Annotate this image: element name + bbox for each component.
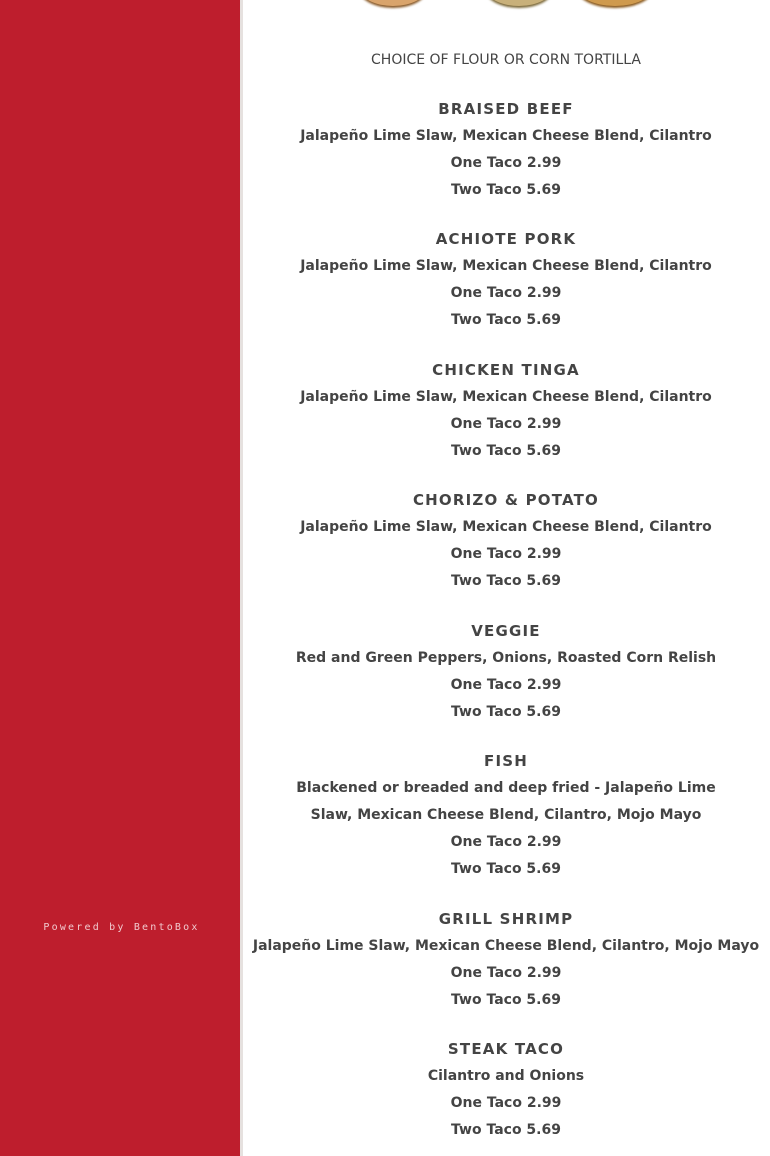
menu-item xyxy=(246,1036,766,1144)
menu-item xyxy=(246,487,766,595)
price-one-taco: One Taco 2.99 xyxy=(450,416,562,432)
item-description: Blackened or breaded and deep fried - Jalapeño Lime Slaw, Mexican Cheese Blend, Cilantro, Mojo Mayo xyxy=(296,780,716,823)
menu-item xyxy=(246,618,766,726)
price-two-tacos: Two Taco 5.69 xyxy=(451,443,561,459)
price-two-tacos: Two Taco 5.69 xyxy=(451,573,561,589)
price-two-tacos: Two Taco 5.69 xyxy=(451,312,561,328)
menu-item xyxy=(246,96,766,204)
item-name: CHORIZO & POTATO xyxy=(412,491,600,509)
menu-item xyxy=(246,906,766,1014)
item-description: Red and Green Peppers, Onions, Roasted Corn Relish xyxy=(295,650,717,666)
item-description: Jalapeño Lime Slaw, Mexican Cheese Blend, Cilantro xyxy=(300,128,712,144)
item-name: FISH xyxy=(484,752,528,770)
price-two-tacos: Two Taco 5.69 xyxy=(451,704,561,720)
menu-item xyxy=(246,748,766,883)
item-description: Cilantro and Onions xyxy=(427,1068,585,1084)
menu-content xyxy=(246,0,770,1156)
price-one-taco: One Taco 2.99 xyxy=(450,965,562,981)
food-photo xyxy=(246,0,770,6)
powered-by-link[interactable]: Powered by BentoBox xyxy=(43,922,200,933)
item-name: BRAISED BEEF xyxy=(438,100,574,118)
item-description: Jalapeño Lime Slaw, Mexican Cheese Blend, Cilantro xyxy=(300,519,712,535)
price-one-taco: One Taco 2.99 xyxy=(450,546,562,562)
item-description: Jalapeño Lime Slaw, Mexican Cheese Blend, Cilantro xyxy=(300,389,712,405)
menu-item xyxy=(246,357,766,465)
price-one-taco: One Taco 2.99 xyxy=(450,677,562,693)
price-one-taco: One Taco 2.99 xyxy=(450,1095,562,1111)
taco-plate-image xyxy=(576,0,654,6)
taco-plate-image xyxy=(484,0,554,6)
price-one-taco: One Taco 2.99 xyxy=(450,285,562,301)
price-two-tacos: Two Taco 5.69 xyxy=(451,182,561,198)
menu-item xyxy=(246,226,766,334)
item-name: STEAK TACO xyxy=(447,1040,565,1058)
price-one-taco: One Taco 2.99 xyxy=(450,834,562,850)
item-description: Jalapeño Lime Slaw, Mexican Cheese Blend, Cilantro, Mojo Mayo xyxy=(252,938,760,954)
price-two-tacos: Two Taco 5.69 xyxy=(451,992,561,1008)
tortilla-note: CHOICE OF FLOUR OR CORN TORTILLA xyxy=(371,52,641,68)
item-name: CHICKEN TINGA xyxy=(432,361,580,379)
taco-plate-image xyxy=(358,0,428,6)
price-two-tacos: Two Taco 5.69 xyxy=(451,1122,561,1138)
item-name: VEGGIE xyxy=(471,622,541,640)
item-description: Jalapeño Lime Slaw, Mexican Cheese Blend, Cilantro xyxy=(300,258,712,274)
price-two-tacos: Two Taco 5.69 xyxy=(451,861,561,877)
price-one-taco: One Taco 2.99 xyxy=(450,155,562,171)
item-name: GRILL SHRIMP xyxy=(438,910,574,928)
sidebar xyxy=(0,0,243,1156)
item-name: ACHIOTE PORK xyxy=(435,230,577,248)
